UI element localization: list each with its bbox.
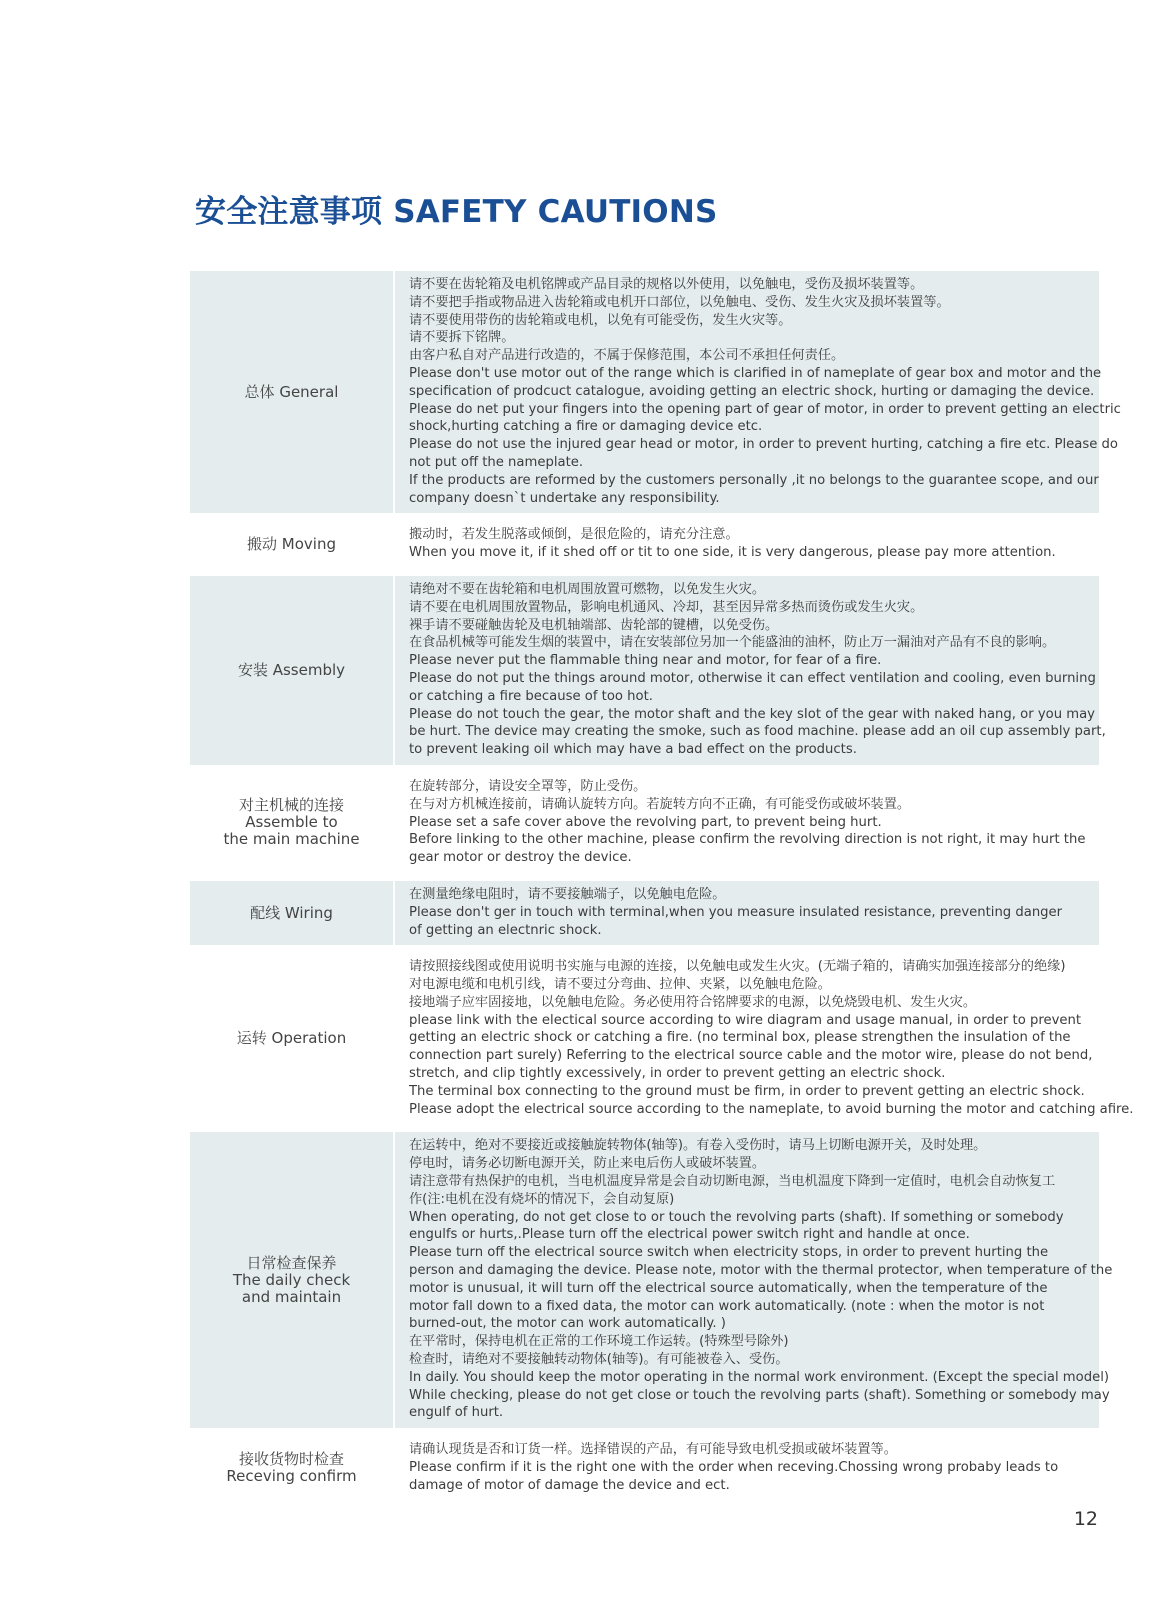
- section-heading: [190, 1128, 394, 1432]
- caution-line: motor fall down to a fixed data, the motor can work automatically. (note : when the motor is not: [409, 1298, 1045, 1314]
- section-text: [394, 877, 1099, 949]
- caution-row: [190, 271, 1099, 517]
- page-title: 安全注意事项 SAFETY CAUTIONS: [195, 194, 718, 230]
- caution-line: 请不要把手指或物品进入齿轮箱或电机开口部位，以免触电、受伤、发生火灾及损坏装置等。: [409, 294, 950, 310]
- page-number: 12: [1073, 1508, 1098, 1530]
- caution-line: motor is unusual, it will turn off the electrical source automatically, when the temperature of the: [409, 1280, 1048, 1296]
- caution-line: Please turn off the electrical source switch when electricity stops, in order to prevent hurting the: [409, 1245, 1049, 1261]
- caution-row: [190, 517, 1099, 572]
- caution-line: In daily. You should keep the motor operating in the normal work environment. (Except the special model): [409, 1369, 1110, 1385]
- section-heading-line: 对主机械的连接: [238, 796, 344, 815]
- section-heading-line: the main machine: [223, 830, 360, 849]
- section-heading-line: 安装 Assembly: [237, 660, 346, 679]
- caution-line: 请不要在电机周围放置物品，影响电机通风、冷却，甚至因异常多热而烫伤或发生火灾。: [409, 599, 924, 615]
- section-heading-line: 日常检查保养: [246, 1253, 337, 1272]
- caution-line: 在旋转部分，请设安全罩等，防止受伤。: [409, 778, 647, 794]
- caution-line: Please don't use motor out of the range which is clarified in of nameplate of gear box and motor and the: [409, 365, 1102, 381]
- caution-line: Please don't ger in touch with terminal,when you measure insulated resistance, preventing danger: [409, 904, 1063, 920]
- section-heading: [190, 1432, 394, 1504]
- section-heading-line: 接收货物时检查: [238, 1450, 344, 1469]
- section-text: [394, 271, 1121, 517]
- section-heading: [190, 572, 394, 769]
- caution-line: person and damaging the device. Please note, motor with the thermal protector, when temperature of the: [409, 1263, 1113, 1279]
- section-text: [394, 769, 1099, 877]
- section-heading-line: 运转 Operation: [236, 1029, 347, 1048]
- caution-line: damage of motor of damage the device and ect.: [409, 1477, 730, 1493]
- caution-line: 裸手请不要碰触齿轮及电机轴端部、齿轮部的键槽，以免受伤。: [409, 617, 779, 633]
- caution-line: The terminal box connecting to the ground must be firm, in order to prevent getting an electric shock.: [409, 1083, 1085, 1099]
- caution-line: 对电源电缆和电机引线，请不要过分弯曲、拉伸、夹紧，以免触电危险。: [409, 977, 831, 993]
- caution-line: stretch, and clip tightly excessively, in order to prevent getting an electric shock.: [409, 1066, 946, 1082]
- caution-line: While checking, please do not get close or touch the revolving parts (shaft). Something or somebody may: [409, 1387, 1110, 1403]
- section-text: [394, 1432, 1099, 1504]
- section-text: [394, 1128, 1113, 1432]
- caution-line: Please do net put your fingers into the opening part of gear of motor, in order to prevent getting an electric: [409, 401, 1121, 417]
- section-heading: [190, 877, 394, 949]
- caution-line: 请不要使用带伤的齿轮箱或电机，以免有可能受伤，发生火灾等。: [409, 312, 792, 328]
- caution-row: [190, 877, 1099, 949]
- caution-line: Please set a safe cover above the revolving part, to prevent being hurt.: [409, 814, 882, 830]
- caution-line: 在食品机械等可能发生烟的装置中，请在安装部位另加一个能盛油的油杯，防止万一漏油对产品有不良的影响。: [409, 635, 1056, 651]
- caution-row: [190, 1128, 1099, 1432]
- section-heading-line: Receving confirm: [226, 1467, 357, 1486]
- caution-line: company doesn`t undertake any responsibility.: [409, 490, 720, 506]
- section-heading-line: 配线 Wiring: [250, 903, 333, 922]
- caution-line: to prevent leaking oil which may have a bad effect on the products.: [409, 742, 857, 758]
- caution-line: Please adopt the electrical source according to the nameplate, to avoid burning the motor and catching afire.: [409, 1101, 1134, 1117]
- section-heading-line: Assemble to: [245, 813, 338, 832]
- caution-line: 作(注:电机在没有烧坏的情况下，会自动复原): [409, 1191, 675, 1207]
- caution-line: Please confirm if it is the right one with the order when receving.Chossing wrong probaby leads to: [409, 1460, 1059, 1476]
- caution-line: specification of prodcuct catalogue, avoiding getting an electric shock, hurting or damaging the device.: [409, 383, 1095, 399]
- caution-line: 检查时，请绝对不要接触转动物体(轴等)。有可能被卷入、受伤。: [409, 1352, 789, 1368]
- section-text: [394, 572, 1106, 769]
- section-heading: [190, 271, 394, 517]
- caution-line: 搬动时，若发生脱落或倾倒，是很危险的，请充分注意。: [409, 527, 739, 543]
- section-heading: [190, 517, 394, 572]
- section-heading-line: 搬动 Moving: [247, 535, 336, 554]
- section-heading-line: and maintain: [241, 1287, 342, 1306]
- caution-line: gear motor or destroy the device.: [409, 850, 632, 866]
- section-text: [394, 517, 1099, 572]
- caution-line: Please do not use the injured gear head or motor, in order to prevent hurting, catching a fire etc. Please do: [409, 437, 1118, 453]
- safety-cautions-table: [190, 271, 1134, 1509]
- caution-line: getting an electric shock or catching a fire. (no terminal box, please strengthen the insulation of the: [409, 1030, 1071, 1046]
- caution-line: Please never put the flammable thing near and motor, for fear of a fire.: [409, 653, 882, 669]
- caution-line: 请确认现货是否和订货一样。选择错误的产品，有可能导致电机受损或破坏装置等。: [409, 1442, 897, 1458]
- caution-line: 请绝对不要在齿轮箱和电机周围放置可燃物，以免发生火灾。: [409, 581, 766, 597]
- caution-line: When operating, do not get close to or touch the revolving parts (shaft). If something or somebody: [409, 1209, 1064, 1225]
- caution-row: [190, 572, 1099, 769]
- section-heading-line: 总体 General: [244, 382, 339, 401]
- caution-line: engulfs or hurts,.Please turn off the electrical power switch right and handle at once.: [409, 1227, 970, 1243]
- section-heading-line: The daily check: [232, 1270, 351, 1289]
- section-heading: [190, 769, 394, 877]
- caution-line: 由客户私自对产品进行改造的，不属于保修范围，本公司不承担任何责任。: [409, 348, 845, 364]
- caution-line: Before linking to the other machine, please confirm the revolving direction is not right, it may hurt the: [409, 832, 1086, 848]
- caution-line: 请注意带有热保护的电机，当电机温度异常是会自动切断电源，当电机温度下降到一定值时，电机会自动恢复工: [409, 1174, 1056, 1190]
- caution-line: of getting an electnric shock.: [409, 922, 602, 938]
- caution-line: 在平常时，保持电机在正常的工作环境工作运转。(特殊型号除外): [409, 1334, 789, 1350]
- caution-line: 在测量绝缘电阻时，请不要接触端子，以免触电危险。: [409, 886, 726, 902]
- caution-row: [190, 949, 1099, 1128]
- caution-line: 在运转中，绝对不要接近或接触旋转物体(轴等)。有卷入受伤时，请马上切断电源开关，及时处理。: [409, 1138, 987, 1154]
- caution-row: [190, 1432, 1099, 1504]
- caution-line: If the products are reformed by the customers personally ,it no belongs to the guarantee scope, and our: [409, 472, 1099, 488]
- caution-line: connection part surely) Referring to the electrical source cable and the motor wire, please do not bend,: [409, 1048, 1093, 1064]
- caution-line: PIease do not touch the gear, the motor shaft and the key sIot of the gear with naked hang, or you may: [409, 706, 1095, 722]
- section-heading: [190, 949, 394, 1128]
- caution-row: [190, 769, 1099, 877]
- caution-line: 在与对方机械连接前，请确认旋转方向。若旋转方向不正确，有可能受伤或破坏装置。: [409, 796, 911, 812]
- caution-line: shock,hurting catching a fire or damaging device etc.: [409, 419, 763, 435]
- caution-line: 请不要在齿轮箱及电机铭牌或产品目录的规格以外使用，以免触电，受伤及损坏装置等。: [409, 277, 924, 292]
- caution-line: When you move it, if it shed off or tit to one side, it is very dangerous, please pay more attention.: [409, 545, 1056, 561]
- caution-line: or catching a fire because of too hot.: [409, 688, 653, 704]
- caution-line: be hurt. The device may creating the smoke, such as food machine. please add an oiI cup assembly part,: [409, 724, 1106, 740]
- caution-line: 请按照接线图或使用说明书实施与电源的连接，以免触电或发生火灾。(无端子箱的，请确实加强连接部分的绝缘): [409, 959, 1066, 975]
- caution-line: not put off the nameplate.: [409, 454, 584, 470]
- caution-line: burned-out, the motor can work automatically. ): [409, 1316, 726, 1332]
- caution-line: engulf of hurt.: [409, 1405, 504, 1421]
- caution-line: Please do not put the things around motor, otherwise it can effect ventilation and cooling, even burning: [409, 670, 1096, 686]
- caution-line: please link with the electical source according to wire diagram and usage manual, in order to prevent: [409, 1012, 1082, 1028]
- caution-line: 请不要拆下铭牌。: [409, 330, 515, 346]
- caution-line: 停电时，请务必切断电源开关，防止来电后伤人或破坏装置。: [409, 1156, 766, 1172]
- caution-line: 接地端子应牢固接地，以免触电危险。务必使用符合铭牌要求的电源，以免烧毁电机、发生火灾。: [409, 994, 977, 1010]
- section-text: [394, 949, 1134, 1128]
